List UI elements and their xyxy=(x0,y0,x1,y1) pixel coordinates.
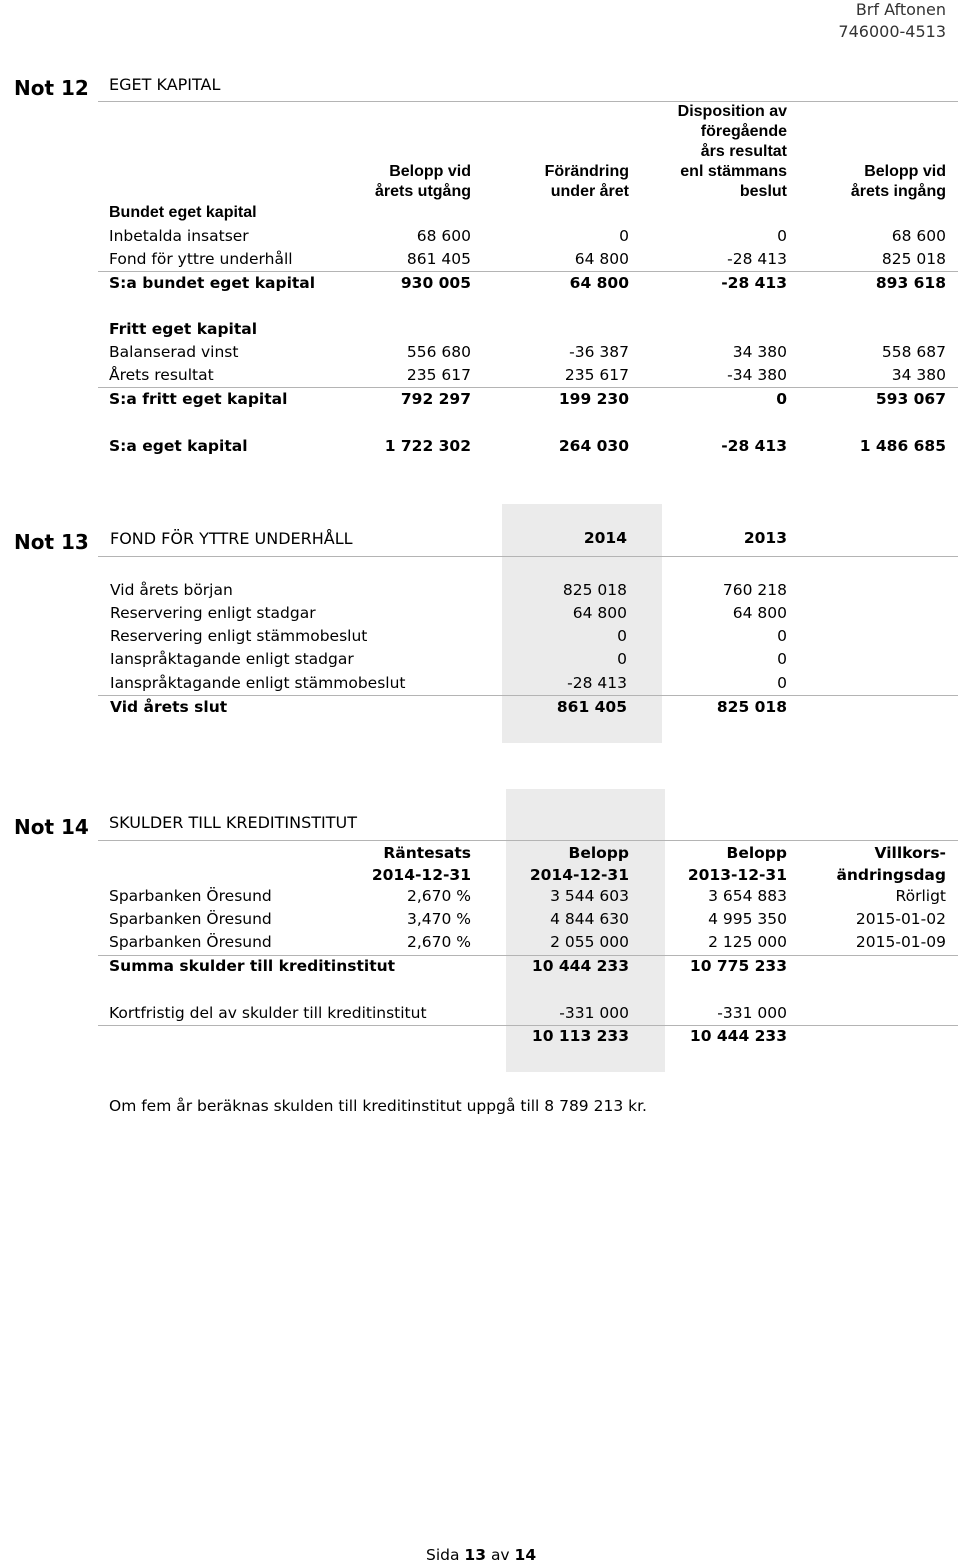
note14-cell: 2015-01-09 xyxy=(855,933,946,951)
note12-cell: 34 380 xyxy=(732,343,787,361)
note12-cell: -28 413 xyxy=(721,437,787,455)
note12-cell: 558 687 xyxy=(881,343,946,361)
note13-row-label: Vid årets början xyxy=(110,581,233,599)
note13-title-rule xyxy=(98,556,958,557)
note12-cell: 235 617 xyxy=(406,366,471,384)
note12-col1-header: Belopp vid årets utgång xyxy=(374,163,471,200)
note12-cell: 64 800 xyxy=(569,274,629,292)
note14-cell: 10 775 233 xyxy=(689,957,787,975)
note12-cell: 861 405 xyxy=(406,250,471,268)
note13-row-label: Ianspråktagande enligt stämmobeslut xyxy=(110,674,406,692)
note13-row-label: Reservering enligt stadgar xyxy=(110,604,316,622)
note14-title: SKULDER TILL KREDITINSTITUT xyxy=(109,813,358,832)
note12-cell: 893 618 xyxy=(875,274,946,292)
note12-row-label: Bundet eget kapital xyxy=(109,204,257,221)
note14-row-label: Sparbanken Öresund xyxy=(109,887,272,905)
note13-cell: 0 xyxy=(617,627,627,645)
note12-cell: 0 xyxy=(777,227,787,245)
note12-cell: 930 005 xyxy=(400,274,471,292)
note14-row-label: Kortfristig del av skulder till kreditinstitut xyxy=(109,1004,427,1022)
note13-cell: 825 018 xyxy=(562,581,627,599)
note13-cell: 760 218 xyxy=(722,581,787,599)
note12-row-label: S:a eget kapital xyxy=(109,437,248,455)
note12-cell: 235 617 xyxy=(564,366,629,384)
page-footer xyxy=(426,1546,536,1564)
note12-row-label: Balanserad vinst xyxy=(109,343,239,361)
note12-cell: 556 680 xyxy=(406,343,471,361)
note14-cell: 2015-01-02 xyxy=(855,910,946,928)
note12-cell: 1 486 685 xyxy=(859,437,946,455)
note14-cell: 10 444 233 xyxy=(531,957,629,975)
footer-page-number: 13 xyxy=(464,1546,486,1564)
note12-cell: 0 xyxy=(776,390,787,408)
footer-total-pages: 14 xyxy=(514,1546,537,1564)
note13-cell: 0 xyxy=(777,650,787,668)
note14-row-label: Summa skulder till kreditinstitut xyxy=(109,957,396,975)
note14-footnote: Om fem år beräknas skulden till kreditinstitut uppgå till 8 789 213 kr. xyxy=(109,1097,647,1115)
note13-total-rule xyxy=(98,695,958,696)
note13-row-label: Reservering enligt stämmobeslut xyxy=(110,627,368,645)
note12-cell: 792 297 xyxy=(400,390,471,408)
note12-title-rule xyxy=(98,101,958,102)
note14-cell: 2,670 % xyxy=(406,887,471,905)
note14-cell: 2 055 000 xyxy=(550,933,629,951)
note12-col2-header: Förändring under året xyxy=(544,163,629,200)
note13-cell: 0 xyxy=(617,650,627,668)
note14-cell: 10 444 233 xyxy=(689,1027,787,1045)
footer-sida: Sida xyxy=(426,1546,460,1564)
note14-col3-header: Belopp 2013-12-31 xyxy=(687,844,787,884)
note14-cell: 10 113 233 xyxy=(531,1027,629,1045)
note12-cell: 199 230 xyxy=(558,390,629,408)
note12-subtotal-rule xyxy=(98,387,958,388)
note13-label: Not 13 xyxy=(14,530,89,554)
note13-cell: 64 800 xyxy=(572,604,627,622)
note12-cell: -28 413 xyxy=(721,274,787,292)
note12-row-label: Inbetalda insatser xyxy=(109,227,249,245)
note12-row-label: Årets resultat xyxy=(109,366,214,384)
note12-cell: 64 800 xyxy=(574,250,629,268)
note14-label: Not 14 xyxy=(14,815,89,839)
org-number: 746000-4513 xyxy=(838,22,946,41)
note14-net-rule xyxy=(98,1025,958,1026)
note14-cell: 3 654 883 xyxy=(708,887,787,905)
note13-cell: 64 800 xyxy=(732,604,787,622)
note13-col2-header: 2013 xyxy=(743,529,787,547)
note13-cell: 825 018 xyxy=(716,698,787,716)
note13-cell: -28 413 xyxy=(567,674,627,692)
note12-col3-header: Disposition av föregående års resultat enl stämmans beslut xyxy=(677,103,787,200)
note12-cell: -36 387 xyxy=(569,343,629,361)
footer-av: av xyxy=(490,1546,510,1564)
note12-col4-header: Belopp vid årets ingång xyxy=(850,163,946,200)
note12-cell: -34 380 xyxy=(727,366,787,384)
note12-row-label: S:a fritt eget kapital xyxy=(109,390,288,408)
note14-cell: Rörligt xyxy=(895,887,946,905)
note14-col4-header: Villkors- ändringsdag xyxy=(836,844,946,884)
note14-cell: -331 000 xyxy=(717,1004,787,1022)
note12-cell: 34 380 xyxy=(891,366,946,384)
note14-cell: 3,470 % xyxy=(406,910,471,928)
note14-cell: 4 844 630 xyxy=(550,910,629,928)
note14-row-label: Sparbanken Öresund xyxy=(109,910,272,928)
note14-cell: 2,670 % xyxy=(406,933,471,951)
note12-cell: 0 xyxy=(619,227,629,245)
note12-cell: 68 600 xyxy=(891,227,946,245)
note13-cell: 861 405 xyxy=(556,698,627,716)
note14-row-label: Sparbanken Öresund xyxy=(109,933,272,951)
note12-cell: 593 067 xyxy=(875,390,946,408)
note14-total-rule xyxy=(98,955,958,956)
note12-row-label: Fond för yttre underhåll xyxy=(109,250,293,268)
note14-col1-header: Räntesats 2014-12-31 xyxy=(371,844,471,884)
note12-label: Not 12 xyxy=(14,76,89,100)
note13-title: FOND FÖR YTTRE UNDERHÅLL xyxy=(110,529,353,548)
note13-row-label: Vid årets slut xyxy=(110,698,228,716)
note12-cell: 68 600 xyxy=(416,227,471,245)
note13-cell: 0 xyxy=(777,627,787,645)
note12-cell: -28 413 xyxy=(727,250,787,268)
note13-col1-header: 2014 xyxy=(583,529,627,547)
note12-cell: 825 018 xyxy=(881,250,946,268)
note14-cell: 4 995 350 xyxy=(708,910,787,928)
note13-row-label: Ianspråktagande enligt stadgar xyxy=(110,650,354,668)
note12-title: EGET KAPITAL xyxy=(109,75,221,94)
note12-cell: 264 030 xyxy=(558,437,629,455)
note12-subtotal-rule xyxy=(98,271,958,272)
note12-cell: 1 722 302 xyxy=(384,437,471,455)
note14-cell: 3 544 603 xyxy=(550,887,629,905)
note14-title-rule xyxy=(98,840,958,841)
note12-row-label: S:a bundet eget kapital xyxy=(109,274,316,292)
note12-row-label: Fritt eget kapital xyxy=(109,320,258,338)
note14-cell: -331 000 xyxy=(559,1004,629,1022)
note14-col2-header: Belopp 2014-12-31 xyxy=(529,844,629,884)
company-name: Brf Aftonen xyxy=(855,0,946,19)
note14-cell: 2 125 000 xyxy=(708,933,787,951)
note13-cell: 0 xyxy=(777,674,787,692)
